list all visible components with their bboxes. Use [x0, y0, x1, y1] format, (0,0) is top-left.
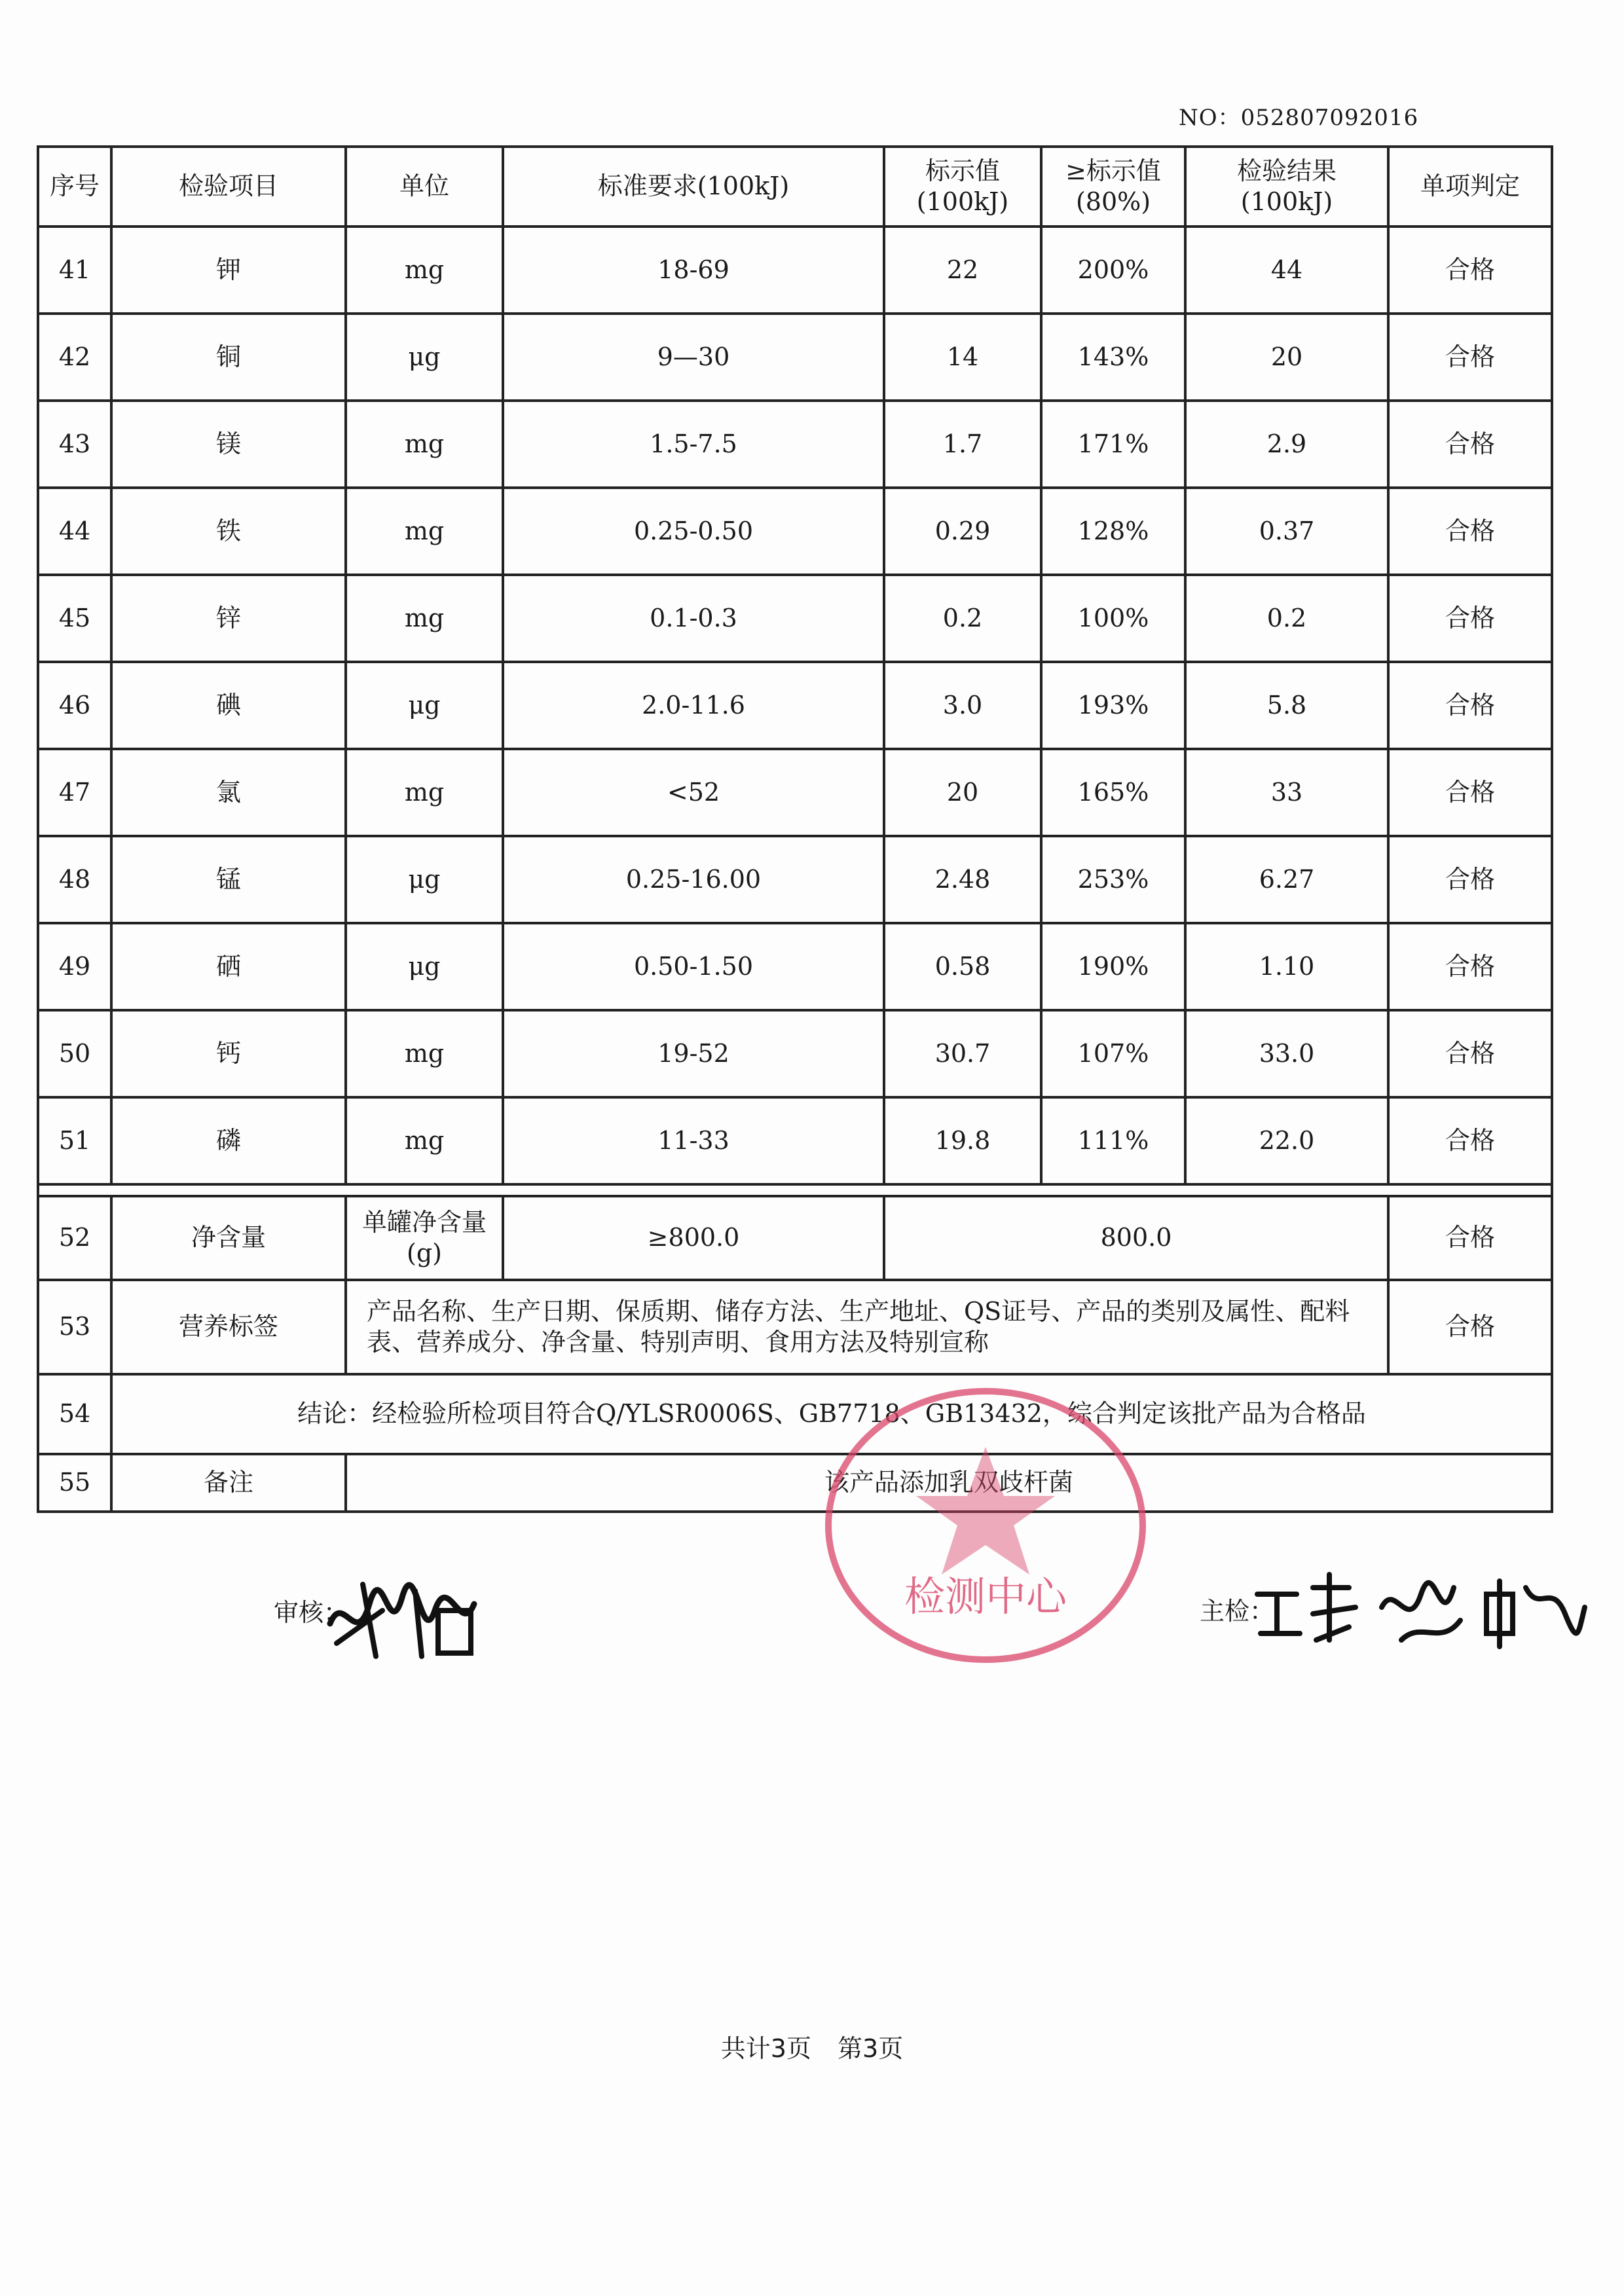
header-standard: 标准要求(100kJ)	[503, 147, 884, 227]
header-unit: 单位	[346, 147, 503, 227]
cell-standard: 2.0-11.6	[503, 662, 884, 749]
cell-result: 5.8	[1185, 662, 1388, 749]
cell-unit: mg	[346, 488, 503, 575]
cell-ratio: 190%	[1041, 923, 1185, 1010]
cell-ratio: 200%	[1041, 227, 1185, 314]
cell-item: 镁	[111, 401, 346, 488]
header-item: 检验项目	[111, 147, 346, 227]
header-result-line2: (100kJ)	[1240, 187, 1333, 216]
cell-unit: mg	[346, 1097, 503, 1184]
table-separator	[38, 1184, 1552, 1196]
cell-item: 净含量	[111, 1196, 346, 1280]
cell-ratio: 111%	[1041, 1097, 1185, 1184]
cell-ratio: 128%	[1041, 488, 1185, 575]
table-row-nutrition-label	[38, 1280, 1552, 1374]
cell-remarks: 该产品添加乳双歧杆菌	[346, 1454, 1552, 1512]
cell-result: 2.9	[1185, 401, 1388, 488]
cell-no: 45	[38, 575, 111, 662]
header-ratio-line2: (80%)	[1075, 187, 1151, 216]
cell-result: 33.0	[1185, 1010, 1388, 1097]
inspector-label: 主检：	[1200, 1597, 1275, 1626]
cell-ratio: 143%	[1041, 314, 1185, 401]
cell-no: 50	[38, 1010, 111, 1097]
cell-result: 800.0	[884, 1196, 1388, 1280]
cell-verdict: 合格	[1388, 1010, 1552, 1097]
cell-ratio: 100%	[1041, 575, 1185, 662]
cell-item: 钙	[111, 1010, 346, 1097]
cell-labeled: 30.7	[884, 1010, 1041, 1097]
cell-no: 53	[38, 1280, 111, 1374]
cell-labeled: 3.0	[884, 662, 1041, 749]
cell-no: 41	[38, 227, 111, 314]
seal-text: 检测中心	[904, 1573, 1067, 1620]
cell-unit: mg	[346, 749, 503, 836]
cell-verdict: 合格	[1388, 662, 1552, 749]
cell-no: 46	[38, 662, 111, 749]
cell-no: 52	[38, 1196, 111, 1280]
table-row-conclusion	[38, 1374, 1552, 1454]
cell-labeled: 0.2	[884, 575, 1041, 662]
table-row	[38, 1010, 1552, 1097]
cell-item: 备注	[111, 1454, 346, 1512]
cell-item: 硒	[111, 923, 346, 1010]
cell-no: 43	[38, 401, 111, 488]
cell-verdict: 合格	[1388, 1097, 1552, 1184]
cell-item: 锰	[111, 836, 346, 923]
cell-standard: 9—30	[503, 314, 884, 401]
cell-labeled: 19.8	[884, 1097, 1041, 1184]
cell-unit	[346, 1196, 503, 1280]
cell-standard: 0.1-0.3	[503, 575, 884, 662]
cell-verdict: 合格	[1388, 575, 1552, 662]
header-ratio	[1041, 147, 1185, 227]
cell-unit: mg	[346, 227, 503, 314]
table-row	[38, 575, 1552, 662]
cell-standard: 11-33	[503, 1097, 884, 1184]
cell-verdict: 合格	[1388, 836, 1552, 923]
cell-standard: 1.5-7.5	[503, 401, 884, 488]
table-row	[38, 488, 1552, 575]
cell-unit: mg	[346, 401, 503, 488]
footer-current-page: 第3页	[838, 2034, 904, 2063]
cell-standard: 19-52	[503, 1010, 884, 1097]
cell-result: 0.37	[1185, 488, 1388, 575]
reviewer-label: 审核：	[274, 1598, 349, 1627]
cell-standard: 0.50-1.50	[503, 923, 884, 1010]
cell-standard: <52	[503, 749, 884, 836]
cell-verdict: 合格	[1388, 401, 1552, 488]
header-labeled	[884, 147, 1041, 227]
table-row-net-content	[38, 1196, 1552, 1280]
cell-result: 44	[1185, 227, 1388, 314]
cell-conclusion: 结论：经检验所检项目符合Q/YLSR0006S、GB7718、GB13432，综合判定该批产品为合格品	[111, 1374, 1552, 1454]
table-row	[38, 401, 1552, 488]
cell-result: 0.2	[1185, 575, 1388, 662]
cell-no: 42	[38, 314, 111, 401]
cell-item: 氯	[111, 749, 346, 836]
cell-standard: 0.25-0.50	[503, 488, 884, 575]
cell-no: 44	[38, 488, 111, 575]
page-footer	[0, 2028, 1624, 2064]
cell-result: 33	[1185, 749, 1388, 836]
cell-verdict: 合格	[1388, 1280, 1552, 1374]
cell-standard: 18-69	[503, 227, 884, 314]
inspector-signatures	[1251, 1568, 1591, 1653]
cell-unit: mg	[346, 575, 503, 662]
cell-item: 钾	[111, 227, 346, 314]
header-labeled-line1: 标示值	[925, 156, 1000, 185]
cell-item: 碘	[111, 662, 346, 749]
cell-no: 54	[38, 1374, 111, 1454]
cell-item: 锌	[111, 575, 346, 662]
cell-no: 48	[38, 836, 111, 923]
cell-result: 20	[1185, 314, 1388, 401]
cell-labeled: 20	[884, 749, 1041, 836]
table-row	[38, 662, 1552, 749]
cell-item: 铜	[111, 314, 346, 401]
cell-item: 铁	[111, 488, 346, 575]
cell-item: 磷	[111, 1097, 346, 1184]
cell-label-content: 产品名称、生产日期、保质期、储存方法、生产地址、QS证号、产品的类别及属性、配料表、营养成分、净含量、特别声明、食用方法及特别宣称	[346, 1280, 1388, 1374]
cell-unit: μg	[346, 836, 503, 923]
cell-ratio: 165%	[1041, 749, 1185, 836]
cell-labeled: 22	[884, 227, 1041, 314]
cell-unit-line1: 单罐净含量	[361, 1207, 487, 1237]
header-labeled-line2: (100kJ)	[916, 187, 1009, 216]
cell-item: 营养标签	[111, 1280, 346, 1374]
cell-labeled: 2.48	[884, 836, 1041, 923]
table-row	[38, 314, 1552, 401]
table-row	[38, 1097, 1552, 1184]
cell-verdict: 合格	[1388, 488, 1552, 575]
cell-result: 6.27	[1185, 836, 1388, 923]
cell-standard: 0.25-16.00	[503, 836, 884, 923]
cell-ratio: 171%	[1041, 401, 1185, 488]
cell-verdict: 合格	[1388, 314, 1552, 401]
document-number: NO：052807092016	[1179, 105, 1419, 131]
cell-standard: ≥800.0	[503, 1196, 884, 1280]
cell-verdict: 合格	[1388, 1196, 1552, 1280]
cell-labeled: 14	[884, 314, 1041, 401]
header-seq: 序号	[38, 147, 111, 227]
cell-no: 51	[38, 1097, 111, 1184]
cell-verdict: 合格	[1388, 227, 1552, 314]
cell-no: 55	[38, 1454, 111, 1512]
table-row-remarks	[38, 1454, 1552, 1512]
cell-unit-line2: (g)	[407, 1239, 442, 1267]
header-result-line1: 检验结果	[1236, 156, 1337, 185]
header-ratio-line1: ≥标示值	[1065, 156, 1161, 185]
header-verdict: 单项判定	[1388, 147, 1552, 227]
cell-unit: μg	[346, 923, 503, 1010]
table-row	[38, 749, 1552, 836]
table-row	[38, 923, 1552, 1010]
cell-no: 47	[38, 749, 111, 836]
cell-verdict: 合格	[1388, 749, 1552, 836]
cell-result: 1.10	[1185, 923, 1388, 1010]
cell-no: 49	[38, 923, 111, 1010]
cell-labeled: 0.58	[884, 923, 1041, 1010]
cell-unit: μg	[346, 314, 503, 401]
cell-result: 22.0	[1185, 1097, 1388, 1184]
header-result	[1185, 147, 1388, 227]
cell-ratio: 193%	[1041, 662, 1185, 749]
cell-unit: mg	[346, 1010, 503, 1097]
cell-verdict: 合格	[1388, 923, 1552, 1010]
separator-cell	[38, 1184, 1552, 1196]
cell-ratio: 253%	[1041, 836, 1185, 923]
table-header-row	[38, 147, 1552, 227]
table-row	[38, 227, 1552, 314]
cell-ratio: 107%	[1041, 1010, 1185, 1097]
footer-total-pages: 共计3页	[720, 2034, 811, 2063]
cell-labeled: 0.29	[884, 488, 1041, 575]
cell-unit: μg	[346, 662, 503, 749]
inspection-table	[37, 145, 1553, 1513]
cell-labeled: 1.7	[884, 401, 1041, 488]
table-row	[38, 836, 1552, 923]
